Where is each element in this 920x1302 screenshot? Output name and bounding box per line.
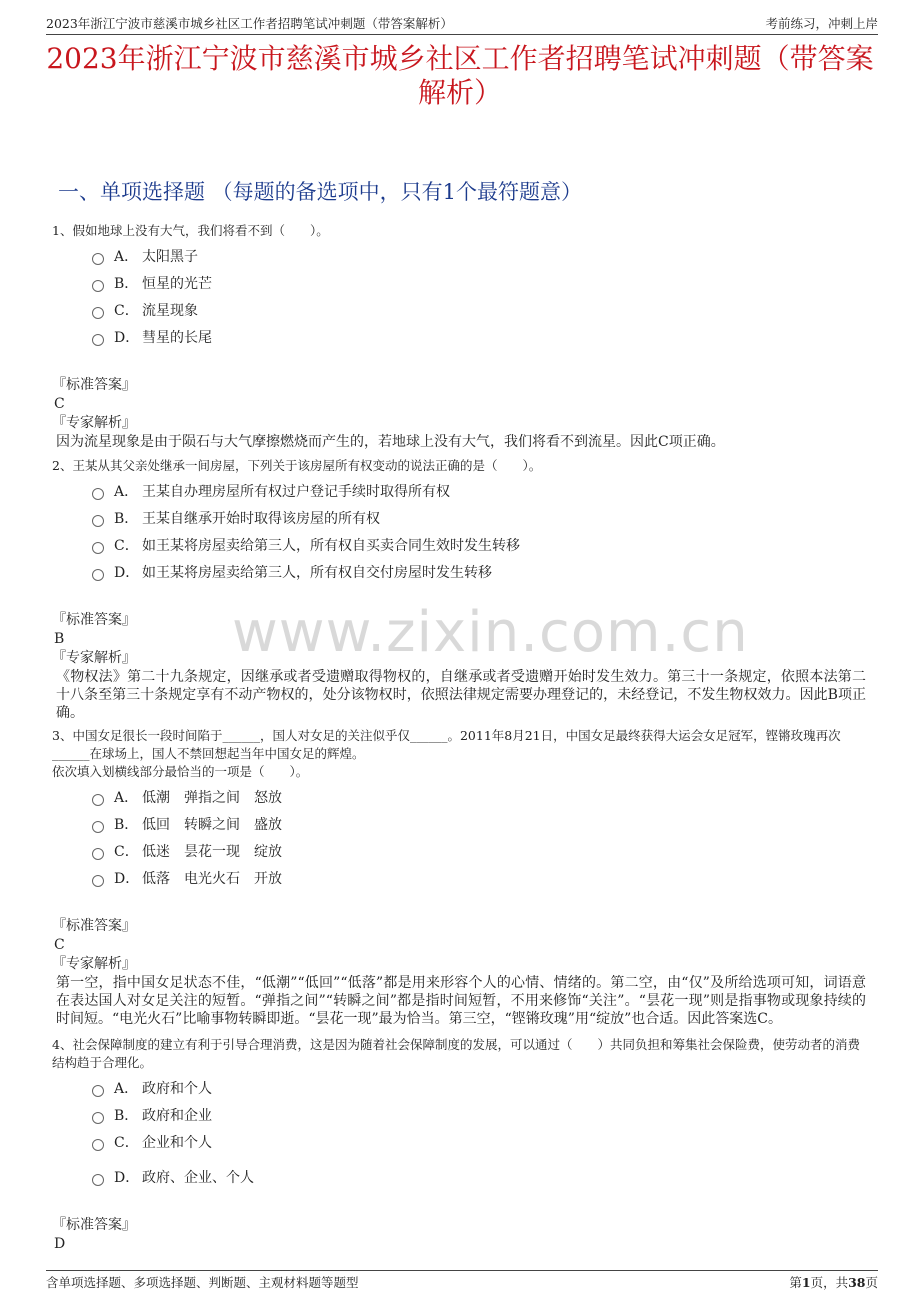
- radio-button-icon[interactable]: [92, 515, 104, 527]
- option-b[interactable]: B． 低回 转瞬之间 盛放: [52, 812, 866, 839]
- option-a[interactable]: A． 王某自办理房屋所有权过户登记手续时取得所有权: [52, 479, 866, 506]
- answer-block: [52, 376, 866, 451]
- option-d[interactable]: D． 彗星的长尾: [52, 325, 866, 352]
- option-text: 如王某将房屋卖给第三人，所有权自买卖合同生效时发生转移: [142, 538, 520, 554]
- question-stem: 3、中国女足很长一段时间陷于______，国人对女足的关注似乎仅______。2011年8月21日，中国女足最终获得大运会女足冠军，铿锵玫瑰再次______在球场上，国人不禁回想起当年中国女足的辉煌。: [52, 728, 841, 761]
- radio-button-icon[interactable]: [92, 1174, 104, 1186]
- answer-block: [52, 1216, 866, 1254]
- option-a[interactable]: A． 低潮 弹指之间 怒放: [52, 785, 866, 812]
- radio-button-icon[interactable]: [92, 307, 104, 319]
- analysis-label: 『专家解析』: [52, 650, 136, 666]
- option-text: 恒星的光芒: [142, 276, 212, 292]
- option-text: 政府和企业: [142, 1108, 212, 1124]
- option-c[interactable]: C． 流星现象: [52, 298, 866, 325]
- question-4: [52, 1036, 866, 1254]
- analysis-label: 『专家解析』: [52, 956, 136, 972]
- radio-button-icon[interactable]: [92, 794, 104, 806]
- option-list: [52, 785, 866, 893]
- option-b[interactable]: B． 恒星的光芒: [52, 271, 866, 298]
- option-text: 太阳黑子: [142, 249, 198, 265]
- radio-button-icon[interactable]: [92, 569, 104, 581]
- watermark-text: www.zixin.com.cn: [232, 600, 749, 665]
- page-title: 2023年浙江宁波市慈溪市城乡社区工作者招聘笔试冲刺题（带答案解析）: [46, 42, 874, 109]
- option-list: [52, 1076, 866, 1192]
- option-text: 企业和个人: [142, 1135, 212, 1151]
- option-text: 低迷 昙花一现 绽放: [142, 844, 282, 860]
- header-left-text: 2023年浙江宁波市慈溪市城乡社区工作者招聘笔试冲刺题（带答案解析）: [46, 16, 453, 31]
- option-a[interactable]: A． 政府和个人: [52, 1076, 866, 1103]
- answer-value: D: [54, 1236, 66, 1252]
- option-c[interactable]: C． 如王某将房屋卖给第三人，所有权自买卖合同生效时发生转移: [52, 533, 866, 560]
- option-text: 政府、企业、个人: [142, 1170, 254, 1186]
- analysis-label: 『专家解析』: [52, 415, 136, 431]
- option-c[interactable]: C． 企业和个人: [52, 1130, 866, 1157]
- question-stem: 1、假如地球上没有大气，我们将看不到（ ）。: [52, 223, 329, 238]
- analysis-text: 因为流星现象是由于陨石与大气摩擦燃烧而产生的，若地球上没有大气，我们将看不到流星。因此C项正确。: [56, 434, 725, 450]
- header-right-text: 考前练习，冲刺上岸: [765, 16, 878, 31]
- question-stem: 2、王某从其父亲处继承一间房屋，下列关于该房屋所有权变动的说法正确的是（ ）。: [52, 458, 542, 473]
- option-list: [52, 244, 866, 352]
- analysis-text: 第一空，指中国女足状态不佳，“低潮”“低回”“低落”都是用来形容个人的心情、情绪的。第二空，由“仅”及所给选项可知，词语意在表达国人对女足关注的短暂。“弹指之间”“转瞬之间”都是指时间短暂，不用来修饰“关注”。“昙花一现”则是指事物或现象持续的时间短。“电光火石”比喻事物转瞬即逝。“昙花一现”最为恰当。第三空，“铿锵玫瑰”用“绽放”也合适。因此答案选C。: [56, 975, 866, 1027]
- option-b[interactable]: B． 王某自继承开始时取得该房屋的所有权: [52, 506, 866, 533]
- answer-label: 『标准答案』: [52, 377, 136, 393]
- option-d[interactable]: D． 如王某将房屋卖给第三人，所有权自交付房屋时发生转移: [52, 560, 866, 587]
- question-1: [52, 222, 866, 451]
- answer-value: B: [54, 631, 65, 647]
- option-d[interactable]: D． 低落 电光火石 开放: [52, 866, 866, 893]
- question-3: [52, 727, 866, 1028]
- radio-button-icon[interactable]: [92, 488, 104, 500]
- page-total: 38: [848, 1275, 866, 1290]
- page-current: 1: [801, 1275, 811, 1290]
- question-instruction: 依次填入划横线部分最恰当的一项是（ ）。: [52, 764, 309, 779]
- question-2: [52, 457, 866, 722]
- option-d[interactable]: D． 政府、企业、个人: [52, 1165, 866, 1192]
- option-text: 低潮 弹指之间 怒放: [142, 790, 282, 806]
- option-list: [52, 479, 866, 587]
- answer-value: C: [54, 937, 65, 953]
- radio-button-icon[interactable]: [92, 253, 104, 265]
- option-text: 王某自继承开始时取得该房屋的所有权: [142, 511, 380, 527]
- radio-button-icon[interactable]: [92, 334, 104, 346]
- option-a[interactable]: A． 太阳黑子: [52, 244, 866, 271]
- radio-button-icon[interactable]: [92, 821, 104, 833]
- option-text: 低落 电光火石 开放: [142, 871, 282, 887]
- option-c[interactable]: C． 低迷 昙花一现 绽放: [52, 839, 866, 866]
- answer-label: 『标准答案』: [52, 612, 136, 628]
- option-text: 如王某将房屋卖给第三人，所有权自交付房屋时发生转移: [142, 565, 492, 581]
- option-text: 低回 转瞬之间 盛放: [142, 817, 282, 833]
- radio-button-icon[interactable]: [92, 1139, 104, 1151]
- section-title: 一、单项选择题 （每题的备选项中，只有1个最符题意）: [58, 180, 583, 204]
- page-header: [46, 10, 878, 35]
- radio-button-icon[interactable]: [92, 875, 104, 887]
- page-indicator: 第1页，共38页: [789, 1275, 878, 1290]
- radio-button-icon[interactable]: [92, 1112, 104, 1124]
- answer-block: [52, 917, 866, 1028]
- option-b[interactable]: B． 政府和企业: [52, 1103, 866, 1130]
- answer-label: 『标准答案』: [52, 918, 136, 934]
- radio-button-icon[interactable]: [92, 280, 104, 292]
- radio-button-icon[interactable]: [92, 848, 104, 860]
- answer-block: [52, 611, 866, 722]
- option-text: 王某自办理房屋所有权过户登记手续时取得所有权: [142, 484, 450, 500]
- option-text: 政府和个人: [142, 1081, 212, 1097]
- option-text: 彗星的长尾: [142, 330, 212, 346]
- answer-value: C: [54, 396, 65, 412]
- answer-label: 『标准答案』: [52, 1217, 136, 1233]
- radio-button-icon[interactable]: [92, 542, 104, 554]
- analysis-text: 《物权法》第二十九条规定，因继承或者受遗赠取得物权的，自继承或者受遗赠开始时发生效力。第三十一条规定，依照本法第二十八条至第三十条规定享有不动产物权的，处分该物权时，依照法律规定需要办理登记的，未经登记，不发生物权效力。因此B项正确。: [56, 669, 866, 721]
- option-text: 流星现象: [142, 303, 198, 319]
- footer-left-text: 含单项选择题、多项选择题、判断题、主观材料题等题型: [46, 1275, 359, 1290]
- question-stem: 4、社会保障制度的建立有利于引导合理消费，这是因为随着社会保障制度的发展，可以通过（ ）共同负担和筹集社会保险费，使劳动者的消费结构趋于合理化。: [52, 1037, 860, 1070]
- page-footer: [46, 1270, 878, 1291]
- radio-button-icon[interactable]: [92, 1085, 104, 1097]
